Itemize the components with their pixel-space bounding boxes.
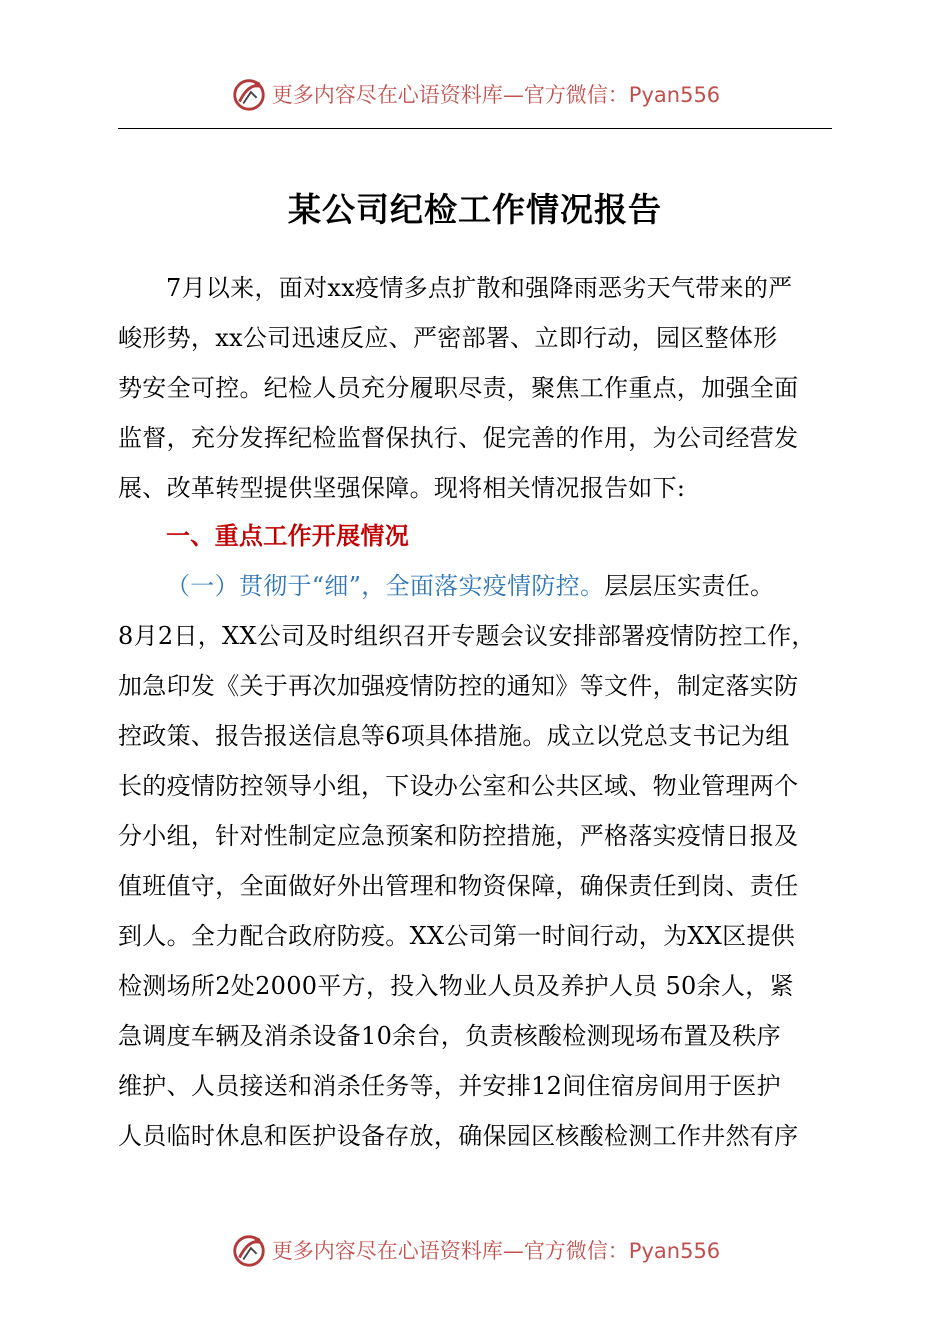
subsection-tail: 层层压实责任。 [604,572,775,600]
footer-banner [0,1230,950,1270]
body-line: 控政策、报告报送信息等6项具体措施。成立以党总支书记为组 [118,722,790,750]
intro-line: 势安全可控。纪检人员充分履职尽责，聚焦工作重点，加强全面 [118,374,799,402]
page-title: 某公司纪检工作情况报告 [288,190,662,229]
subsection-heading: （一）贯彻于“细”，全面落实疫情防控。 [166,572,605,600]
intro-line: 峻形势，xx公司迅速反应、严密部署、立即行动，园区整体形 [118,324,778,352]
body-line: 加急印发《关于再次加强疫情防控的通知》等文件，制定落实防 [118,672,799,700]
body-line: 人员临时休息和医护设备存放，确保园区核酸检测工作井然有序 [118,1122,799,1150]
intro-line: 展、改革转型提供坚强保障。现将相关情况报告如下: [118,474,686,502]
header-divider [118,128,832,129]
body-line: 到人。全力配合政府防疫。XX公司第一时间行动，为XX区提供 [118,922,796,950]
intro-line: 7月以来，面对xx疫情多点扩散和强降雨恶劣天气带来的严 [166,274,793,302]
body-line: 8月2日，XX公司及时组织召开专题会议安排部署疫情防控工作， [118,622,816,650]
body-line: 维护、人员接送和消杀任务等，并安排12间住宿房间用于医护 [118,1072,781,1100]
banner-text-main: 更多内容尽在心语资料库 [271,83,503,107]
intro-line: 监督，充分发挥纪检监督保执行、促完善的作用，为公司经营发 [118,424,799,452]
body-line: 分小组，针对性制定应急预案和防控措施，严格落实疫情日报及 [118,822,799,850]
header-banner [0,74,950,114]
body-line: 长的疫情防控领导小组，下设办公室和公共区域、物业管理两个 [118,772,799,800]
body-line: 检测场所2处2000平方，投入物业人员及养护人员 50余人，紧 [118,972,794,1000]
body-line: 值班值守，全面做好外出管理和物资保障，确保责任到岗、责任 [118,872,799,900]
banner-text-contact: —官方微信：Pyan556 [502,83,721,107]
brand-logo-icon [230,1231,268,1269]
section-heading [118,512,838,560]
banner-text-contact: —官方微信：Pyan556 [502,1239,721,1263]
body-line: 急调度车辆及消杀设备10余台，负责核酸检测现场布置及秩序 [118,1022,781,1050]
subsection-line [118,562,838,610]
section-heading-text: 一、重点工作开展情况 [166,522,409,550]
brand-logo-icon [230,75,268,113]
banner-text-main: 更多内容尽在心语资料库 [271,1239,503,1263]
